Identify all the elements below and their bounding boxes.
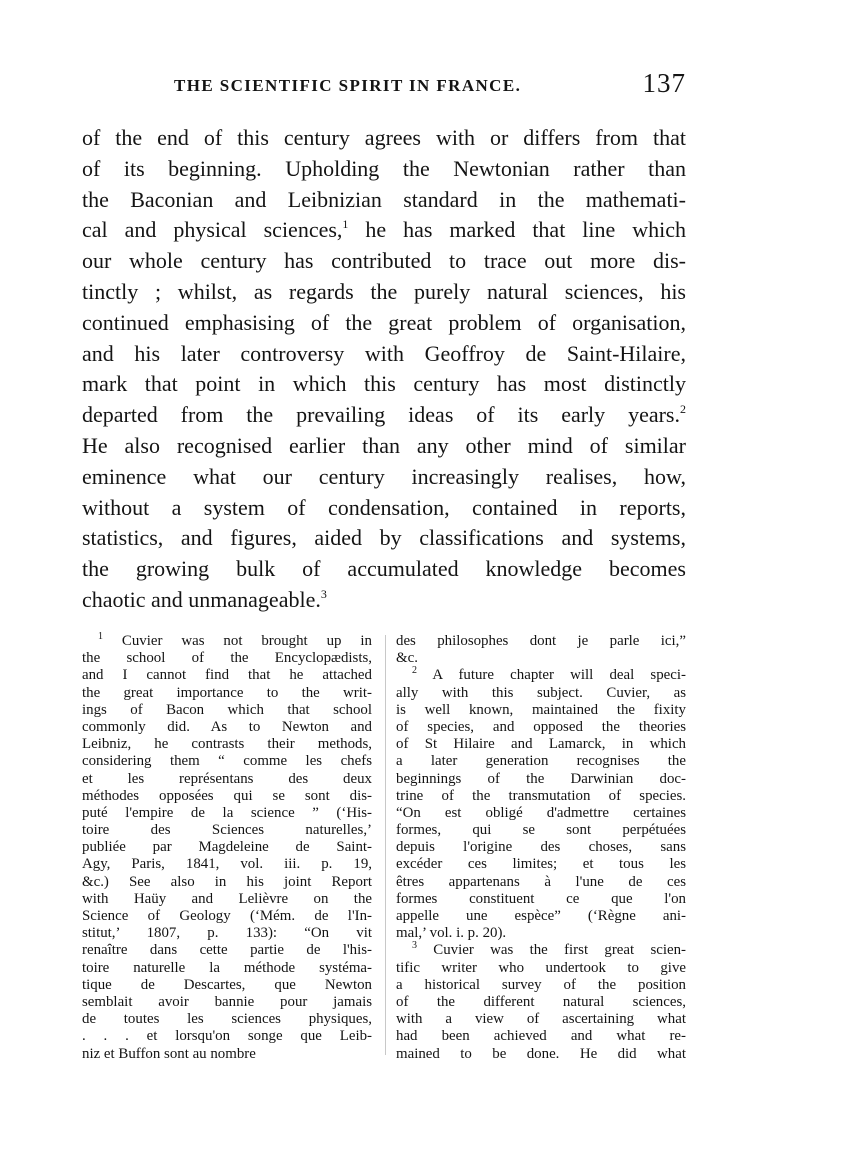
footnote-line: [82, 1046, 372, 1063]
footnote-line: [82, 856, 372, 873]
footnote-line: [396, 719, 686, 736]
running-head: [82, 68, 686, 104]
footnote-line: [82, 788, 372, 805]
line-text: of species, and opposed the theories: [396, 718, 686, 735]
body-line: [82, 185, 686, 216]
line-text: cal and physical sciences,: [82, 217, 343, 243]
footnote-line: [82, 908, 372, 925]
footnote-reference: 3: [320, 586, 327, 601]
footnote-line: [396, 1011, 686, 1028]
footnote-line: [82, 891, 372, 908]
line-text: formes, qui se sont perpétuées: [396, 822, 686, 839]
line-text: trine of the transmutation of species.: [396, 787, 686, 804]
footnote-line: [82, 977, 372, 994]
footnote-line: [396, 771, 686, 788]
line-text: Cuvier was not brought up in: [103, 633, 372, 649]
line-text: of its beginning. Upholding the Newtonian rather than: [82, 155, 686, 181]
line-text: with Haüy and Lelièvre on the: [82, 890, 372, 907]
footnote-reference: 2: [680, 402, 686, 417]
line-text: had been achieved and what re-: [396, 1028, 686, 1045]
body-line: [82, 277, 686, 308]
line-text: eminence what our century increasingly realises, how,: [82, 463, 686, 489]
line-text: with a view of ascertaining what: [396, 1011, 686, 1028]
line-text: toire naturelle la méthode systéma-: [82, 959, 372, 976]
line-text: Leibniz, he contrasts their methods,: [82, 736, 372, 753]
line-text: de toutes les sciences physiques,: [82, 1011, 372, 1028]
footnote-line: [396, 753, 686, 770]
running-title: THE SCIENTIFIC SPIRIT IN FRANCE.: [174, 76, 522, 95]
body-line: [82, 123, 686, 154]
line-text: Science of Geology (‘Mém. de l'In-: [82, 908, 372, 924]
line-text: formes constituent ce que l'on: [396, 890, 686, 907]
line-text: commonly did. As to Newton and: [82, 718, 372, 735]
body-line: [82, 493, 686, 524]
footnote-line: [82, 822, 372, 839]
footnote-line: [82, 942, 372, 959]
body-line: [82, 246, 686, 277]
footnote-line: [396, 908, 686, 925]
footnote-line: [82, 960, 372, 977]
line-text: A future chapter will deal speci-: [417, 667, 686, 684]
footnote-line: [396, 977, 686, 994]
footnote-line: [82, 685, 372, 702]
line-text: considering them “ comme les chefs: [82, 753, 372, 770]
line-text: the Baconian and Leibnizian standard in the mathemati-: [82, 186, 686, 212]
line-text: the school of the Encyclopædists,: [82, 650, 372, 667]
footnote-line: [396, 891, 686, 908]
line-text: depuis l'origine des choses, sans: [396, 839, 686, 856]
line-text: a later generation recognises the: [396, 753, 686, 770]
line-text: without a system of condensation, contained in reports,: [82, 494, 686, 520]
footnote-line: [82, 667, 372, 684]
footnote-reference: 1: [342, 217, 349, 232]
line-text: is well known, maintained the fixity: [396, 701, 686, 718]
footnote-line: [396, 1046, 686, 1063]
footnote-column-left: [82, 633, 372, 1063]
line-text: our whole century has contributed to trace out more dis-: [82, 248, 686, 274]
line-text: the growing bulk of accumulated knowledge becomes: [82, 556, 686, 582]
line-text: of the different natural sciences,: [396, 993, 686, 1010]
footnote-line: [396, 650, 686, 667]
footnote-line: [396, 822, 686, 839]
line-text: and I cannot find that he attached: [82, 667, 372, 684]
line-text: toire des Sciences naturelles,’: [82, 822, 372, 839]
body-line: [82, 215, 686, 246]
body-line: [82, 400, 686, 431]
line-text: beginnings of the Darwinian doc-: [396, 770, 686, 787]
line-text: niz et Buffon sont au nombre: [82, 1045, 256, 1062]
line-text: Agy, Paris, 1841, vol. iii. p. 19,: [82, 856, 372, 873]
line-text: ings of Bacon which that school: [82, 701, 372, 718]
footnote-line: [82, 1028, 372, 1045]
page-number: 137: [642, 68, 686, 98]
footnote-line: [82, 702, 372, 719]
footnote-line: [396, 667, 686, 684]
line-text: he has marked that line which: [348, 217, 686, 243]
line-text: continued emphasising of the great problem of organisation,: [82, 309, 686, 335]
line-text: des philosophes dont je parle ici,”: [396, 633, 686, 649]
footnote-line: [396, 856, 686, 873]
footnote-line: [396, 702, 686, 719]
body-line: [82, 585, 686, 616]
line-text: mal,’ vol. i. p. 20).: [396, 925, 507, 942]
footnote-line: [82, 736, 372, 753]
footnote-line: [396, 942, 686, 959]
line-text: mark that point in which this century has most distinctly: [82, 371, 686, 397]
footnote-line: [82, 753, 372, 770]
footnotes: [82, 633, 686, 1073]
footnote-line: [396, 960, 686, 977]
footnote-marker: 2: [412, 665, 417, 677]
line-text: departed from the prevailing ideas of its early years.: [82, 402, 680, 428]
footnote-line: [396, 685, 686, 702]
line-text: publiée par Magdeleine de Saint-: [82, 839, 372, 856]
line-text: He also recognised earlier than any other mind of similar: [82, 432, 686, 458]
footnote-line: [396, 994, 686, 1011]
footnote-line: [82, 874, 372, 891]
body-line: [82, 462, 686, 493]
footnote-line: [396, 736, 686, 753]
footnote-line: [396, 874, 686, 891]
line-text: et les représentans des deux: [82, 770, 372, 787]
body-line: [82, 431, 686, 462]
footnote-line: [396, 839, 686, 856]
line-text: êtres appartenans à l'une de ces: [396, 873, 686, 890]
footnote-line: [82, 633, 372, 650]
body-line: [82, 308, 686, 339]
line-text: &c.) See also in his joint Report: [82, 873, 372, 890]
line-text: stitut,’ 1807, p. 133): “On vit: [82, 925, 372, 942]
footnote-line: [396, 805, 686, 822]
footnote-line: [396, 1028, 686, 1045]
body-line: [82, 523, 686, 554]
main-paragraph: [82, 123, 686, 616]
footnote-line: [82, 994, 372, 1011]
line-text: tique de Descartes, que Newton: [82, 976, 372, 993]
line-text: chaotic and unmanageable.: [82, 586, 321, 612]
body-line: [82, 369, 686, 400]
line-text: statistics, and figures, aided by classifications and systems,: [82, 525, 686, 551]
footnote-line: [82, 771, 372, 788]
line-text: semblait avoir bannie pour jamais: [82, 993, 372, 1010]
line-text: and his later controversy with Geoffroy de Saint-Hilaire,: [82, 340, 686, 366]
footnote-line: [82, 650, 372, 667]
line-text: tinctly ; whilst, as regards the purely natural sciences, his: [82, 278, 686, 304]
line-text: appelle une espèce” (‘Règne ani-: [396, 908, 686, 924]
line-text: of St Hilaire and Lamarck, in which: [396, 736, 686, 753]
body-line: [82, 154, 686, 185]
body-line: [82, 554, 686, 585]
line-text: . . . et lorsqu'on songe que Leib-: [82, 1028, 372, 1045]
line-text: of the end of this century agrees with or differs from that: [82, 125, 686, 150]
line-text: ally with this subject. Cuvier, as: [396, 684, 686, 701]
line-text: puté l'empire de la science ” (‘His-: [82, 804, 372, 821]
line-text: renaître dans cette partie de l'his-: [82, 942, 372, 959]
footnote-line: [82, 719, 372, 736]
line-text: mained to be done. He did what: [396, 1045, 686, 1062]
footnote-marker: 3: [412, 940, 417, 952]
line-text: tific writer who undertook to give: [396, 959, 686, 976]
line-text: “On est obligé d'admettre certaines: [396, 804, 686, 821]
line-text: excéder ces limites; et tous les: [396, 856, 686, 873]
footnote-line: [396, 925, 686, 942]
line-text: the great importance to the writ-: [82, 684, 372, 701]
footnote-column-right: [396, 633, 686, 1063]
footnote-line: [82, 805, 372, 822]
line-text: Cuvier was the first great scien-: [417, 942, 686, 959]
footnote-line: [396, 788, 686, 805]
line-text: méthodes opposées qui se sont dis-: [82, 787, 372, 804]
line-text: &c.: [396, 650, 418, 667]
footnote-marker: 1: [98, 631, 103, 642]
body-line: [82, 339, 686, 370]
footnote-line: [82, 1011, 372, 1028]
line-text: a historical survey of the position: [396, 976, 686, 993]
column-divider: [385, 635, 386, 1055]
footnote-line: [82, 839, 372, 856]
footnote-line: [82, 925, 372, 942]
footnote-line: [396, 633, 686, 650]
